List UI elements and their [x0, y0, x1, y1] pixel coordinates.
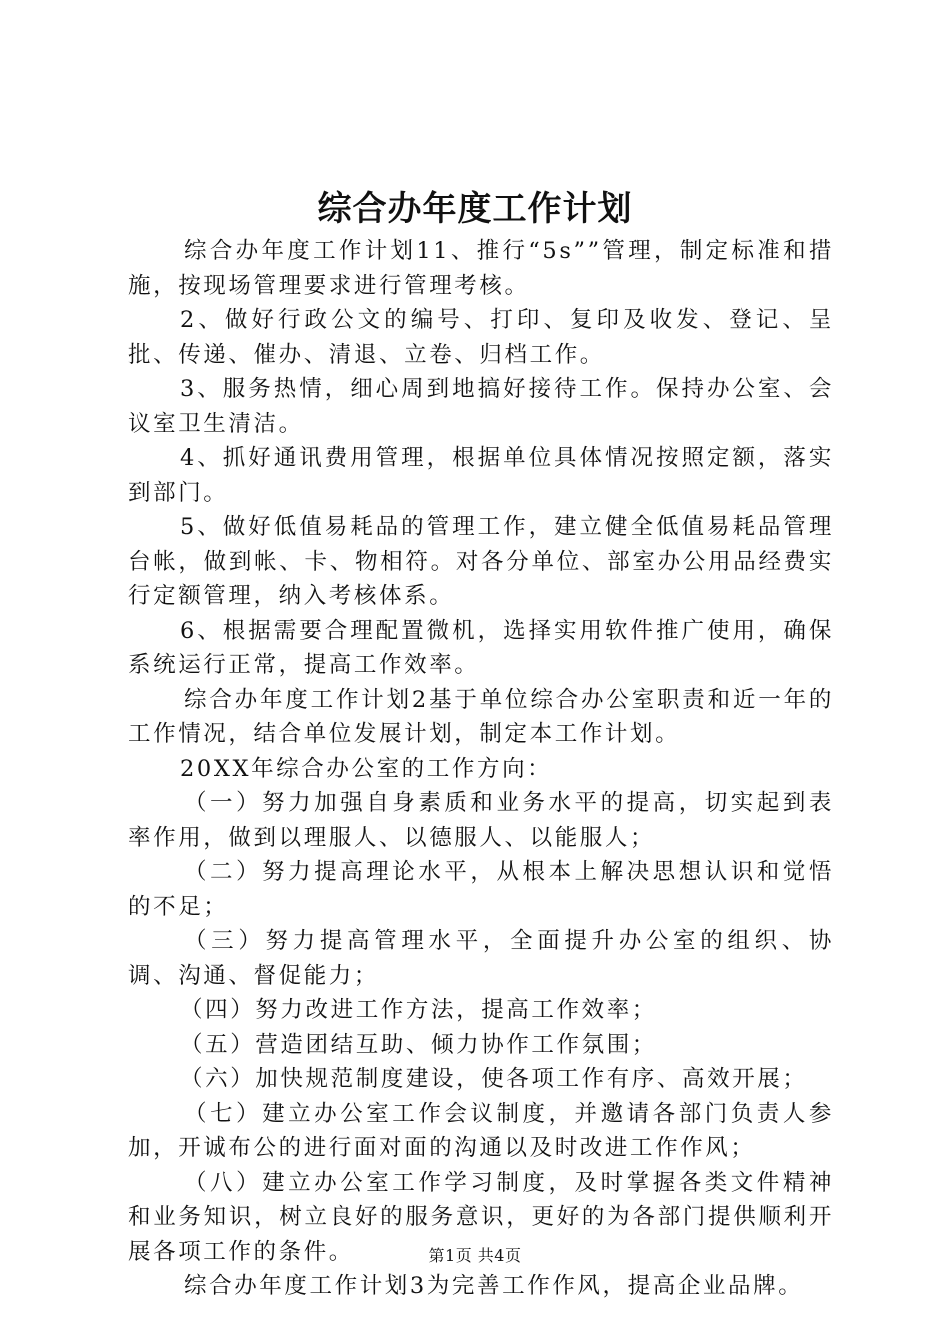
- paragraph: 20XX年综合办公室的工作方向：: [180, 755, 553, 782]
- paragraph: 综合办年度工作计划3为完善工作作风，提高企业品牌。: [184, 1273, 804, 1299]
- paragraph: 6、根据需要合理配置微机，选择实用软件推广使用，确保系统运行正常，提高工作效率。: [128, 617, 834, 678]
- list-item: （八）建立办公室工作学习制度，及时掌握各类文件精神和业务知识，树立良好的服务意识，更好的为各部门提供顺利开展各项工作的条件。: [128, 1169, 834, 1265]
- paragraph: 4、抓好通讯费用管理，根据单位具体情况按照定额，落实到部门。: [128, 445, 834, 506]
- paragraph: 综合办年度工作计划2基于单位综合办公室职责和近一年的工作情况，结合单位发展计划，制定本工作计划。: [128, 686, 834, 747]
- list-item: （二）努力提高理论水平，从根本上解决思想认识和觉悟的不足；: [128, 859, 834, 920]
- list-item: （四）努力改进工作方法，提高工作效率；: [180, 997, 657, 1023]
- list-item: （六）加快规范制度建设，使各项工作有序、高效开展；: [180, 1066, 808, 1092]
- paragraph: 3、服务热情，细心周到地搞好接待工作。保持办公室、会议室卫生清洁。: [128, 376, 834, 437]
- paragraph: 2、做好行政公文的编号、打印、复印及收发、登记、呈批、传递、催办、清退、立卷、归档工作。: [128, 307, 834, 368]
- document-title: 综合办年度工作计划: [317, 189, 633, 229]
- paragraph: 综合办年度工作计划11、推行“5s””管理，制定标准和措施，按现场管理要求进行管理考核。: [128, 238, 834, 299]
- list-item: （三）努力提高管理水平，全面提升办公室的组织、协调、沟通、督促能力；: [128, 928, 834, 989]
- paragraph: 5、做好低值易耗品的管理工作，建立健全低值易耗品管理台帐，做到帐、卡、物相符。对各分单位、部室办公用品经费实行定额管理，纳入考核体系。: [128, 514, 834, 609]
- list-item: （五）营造团结互助、倾力协作工作氛围；: [180, 1031, 657, 1058]
- list-item: （一）努力加强自身素质和业务水平的提高，切实起到表率作用，做到以理服人、以德服人、以能服人；: [128, 790, 834, 851]
- page-footer: 第1页 共4页: [428, 1246, 522, 1265]
- document-body: [128, 234, 834, 1304]
- list-item: （七）建立办公室工作会议制度，并邀请各部门负责人参加，开诚布公的进行面对面的沟通以及时改进工作作风；: [128, 1100, 834, 1161]
